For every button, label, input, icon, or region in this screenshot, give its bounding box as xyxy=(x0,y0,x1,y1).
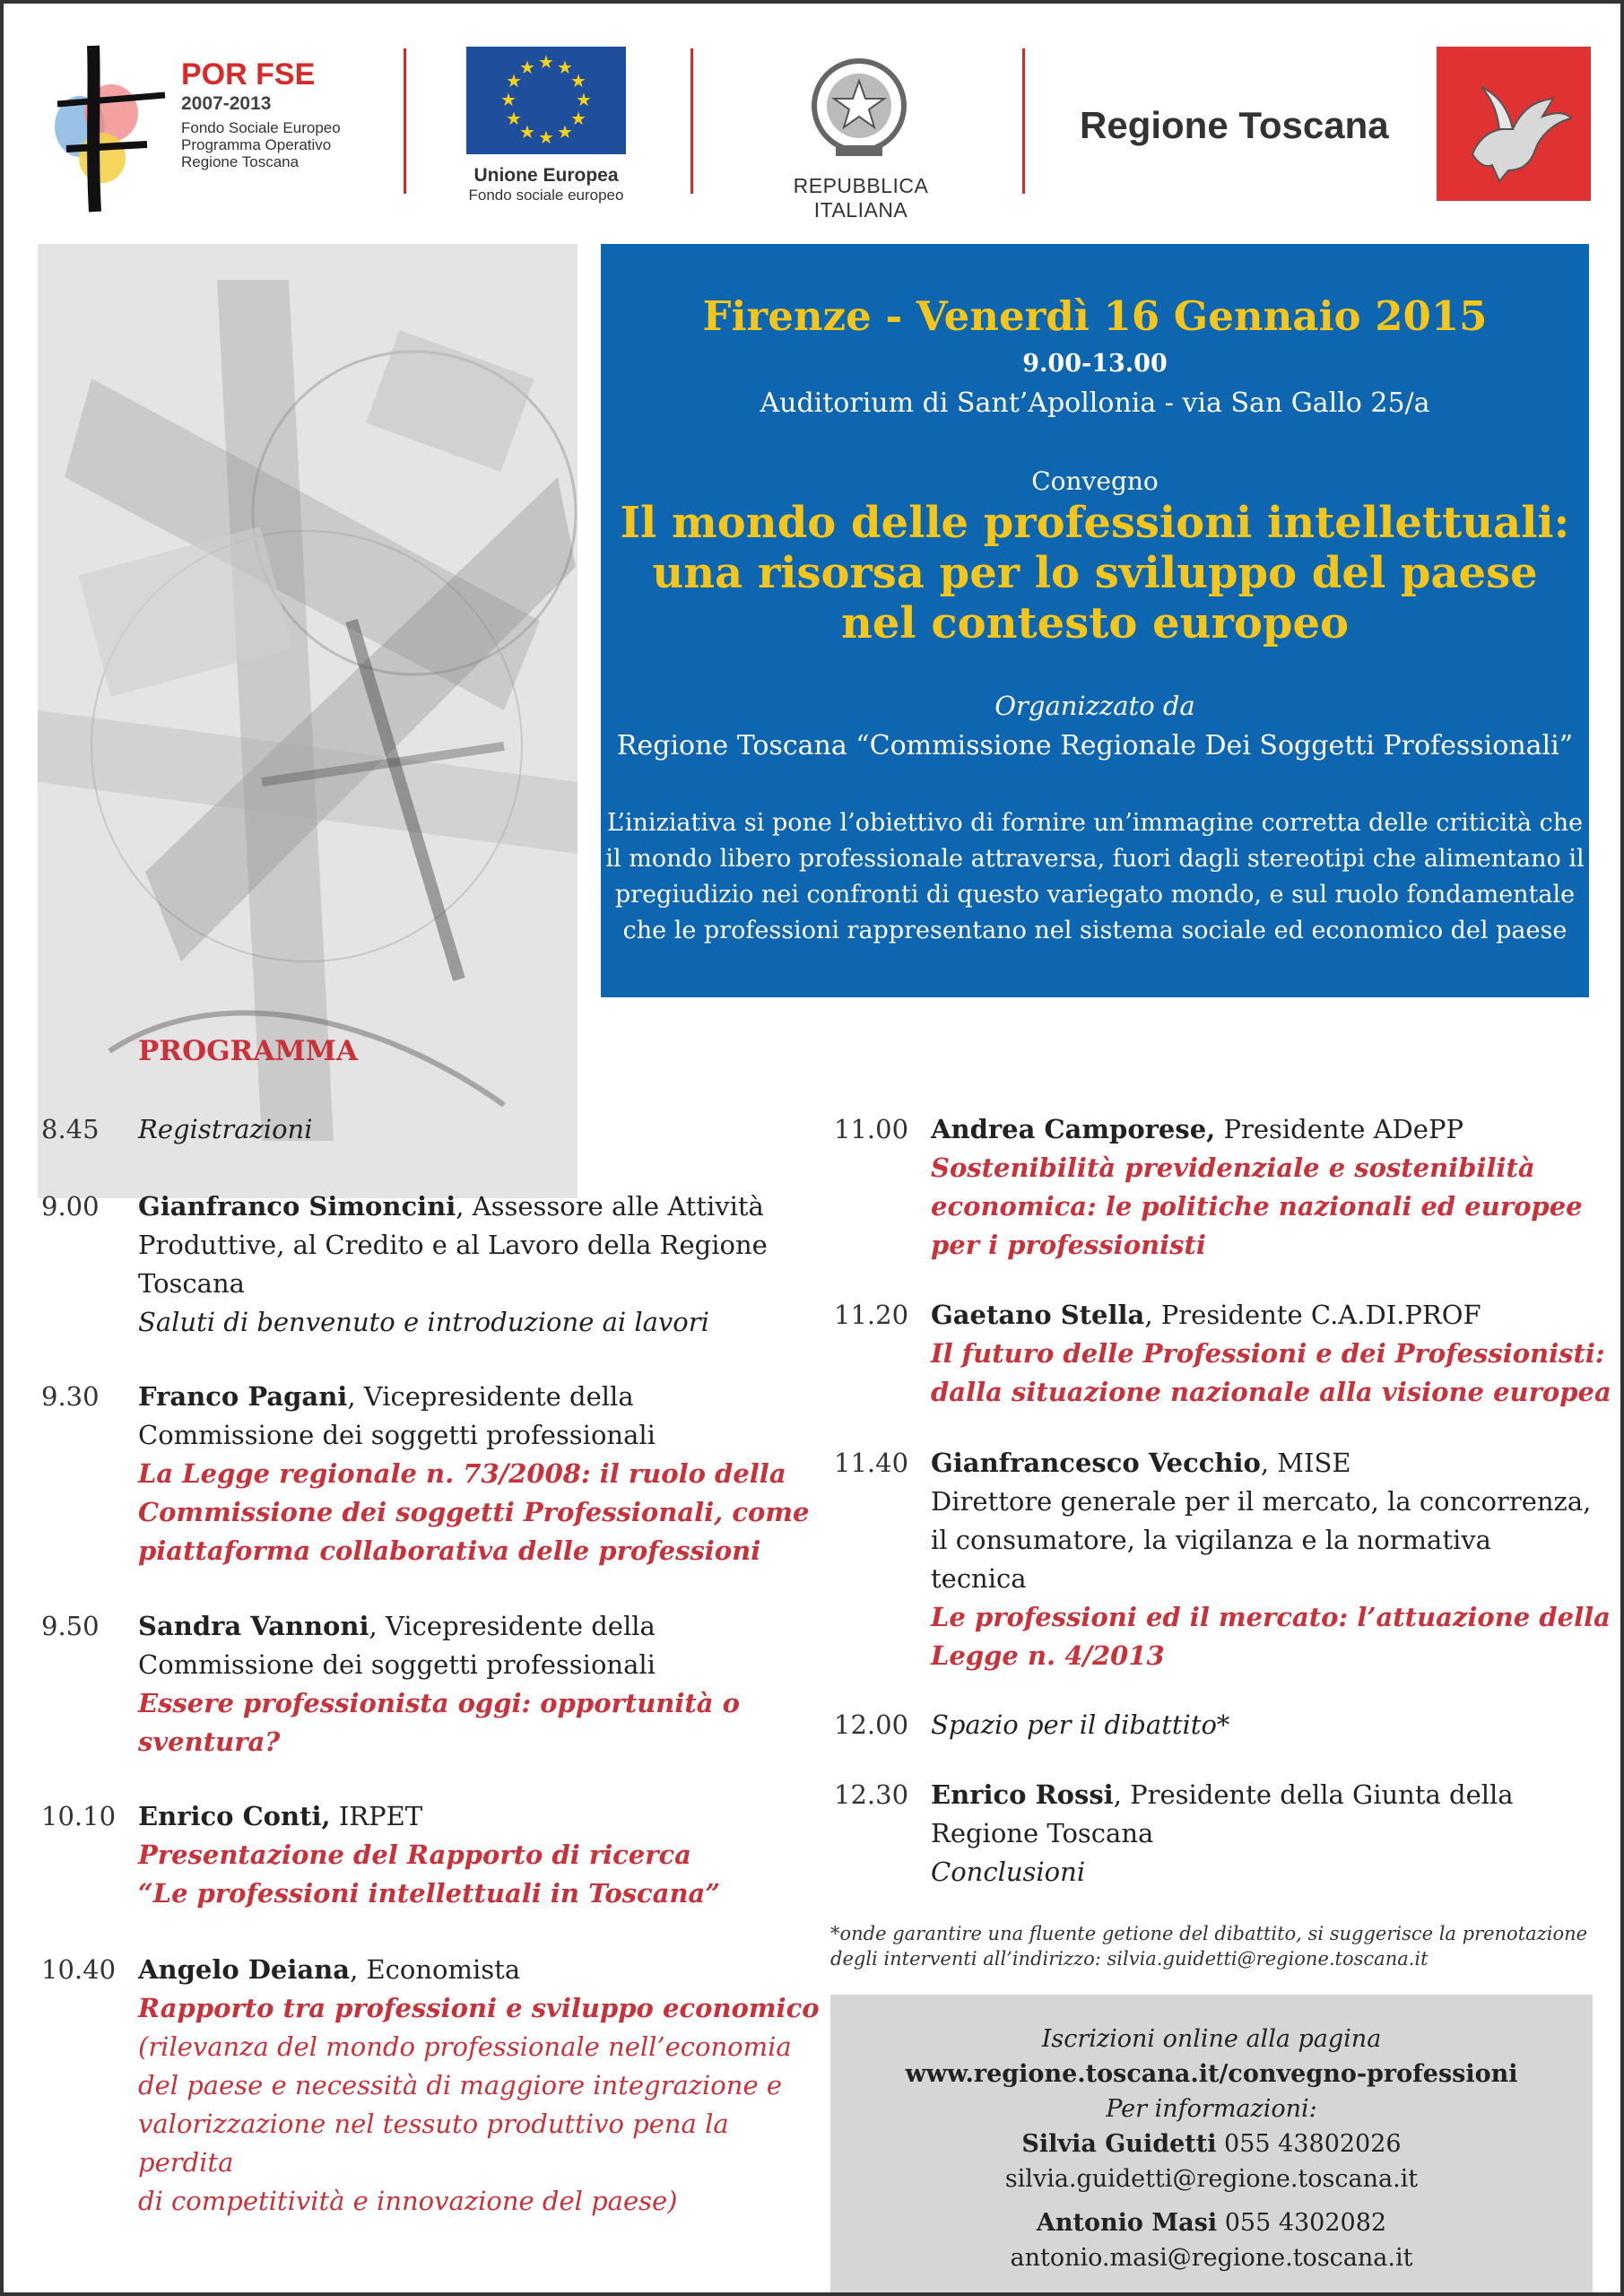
contact-phone: 055 4302082 xyxy=(1217,2209,1387,2237)
por-line: Regione Toscana xyxy=(181,153,300,170)
signup-link[interactable]: www.regione.toscana.it/convegno-professioni xyxy=(905,2060,1518,2088)
svg-text:★: ★ xyxy=(557,57,573,78)
description-line: L’iniziativa si pone l’obiettivo di fornire un’immagine corretta delle criticità che xyxy=(606,809,1584,837)
speaker-name: Sandra Vannoni xyxy=(138,1611,369,1641)
item-text: Commissione dei soggetti professionali xyxy=(138,1420,656,1450)
svg-text:★: ★ xyxy=(570,70,586,91)
item-body xyxy=(931,1110,1612,1265)
item-time: 9.30 xyxy=(41,1381,100,1412)
item-text: Direttore generale per il mercato, la concorrenza, xyxy=(931,1486,1592,1517)
contact-name: Silvia Guidetti xyxy=(1021,2130,1217,2158)
divider xyxy=(1022,48,1025,194)
item-text: Toscana xyxy=(138,1268,245,1299)
event-description xyxy=(601,805,1589,949)
item-time: 10.40 xyxy=(41,1954,117,1985)
talk-title: Legge n. 4/2013 xyxy=(931,1640,1165,1671)
svg-text:★: ★ xyxy=(538,51,554,73)
talk-title: per i professionisti xyxy=(931,1230,1206,1260)
event-title xyxy=(601,498,1589,648)
item-body xyxy=(138,1797,820,1913)
item-text: , Vicepresidente della xyxy=(369,1611,656,1641)
item-time: 10.10 xyxy=(41,1801,117,1831)
item-text: Saluti di benvenuto e introduzione ai lavori xyxy=(138,1307,709,1337)
description-line: il mondo libero professionale attraversa, fuori dagli stereotipi che alimentano il xyxy=(605,845,1585,873)
eu-sub: Fondo sociale europeo xyxy=(468,187,624,204)
talk-title: economica: le politiche nazionali ed europee xyxy=(931,1191,1583,1222)
event-kind: Convegno xyxy=(1031,466,1159,496)
item-text: , Presidente della Giunta della xyxy=(1113,1779,1514,1810)
talk-title: Rapporto tra professioni e sviluppo economico xyxy=(138,1993,820,2023)
item-text: , Presidente C.A.DI.PROF xyxy=(1144,1300,1481,1330)
item-time: 12.00 xyxy=(834,1709,909,1740)
talk-subtitle: (rilevanza del mondo professionale nell’economia xyxy=(138,2031,792,2062)
event-venue: Auditorium di Sant’Apollonia - via San Gallo 25/a xyxy=(760,387,1430,419)
talk-subtitle: del paese e necessità di maggiore integrazione e xyxy=(138,2070,782,2100)
event-panel xyxy=(601,244,1589,997)
por-line: Programma Operativo xyxy=(181,136,332,153)
item-body xyxy=(931,1296,1612,1412)
svg-text:★: ★ xyxy=(519,121,535,143)
speaker-name: Franco Pagani xyxy=(138,1381,348,1412)
talk-title: piattaforma collaborativa delle professioni xyxy=(138,1535,761,1566)
item-body xyxy=(931,1444,1612,1675)
item-text: Produttive, al Credito e al Lavoro della Regione xyxy=(138,1230,768,1260)
svg-text:★: ★ xyxy=(506,108,522,129)
item-time: 9.50 xyxy=(41,1611,100,1641)
item-body xyxy=(138,1951,829,2221)
footnote-line: degli interventi all’indirizzo: silvia.guidetti@regione.toscana.it xyxy=(830,1948,1429,1970)
contacts-box xyxy=(830,1995,1593,2292)
talk-title: “Le professioni intellettuali in Toscana” xyxy=(138,1878,721,1909)
event-time: 9.00-13.00 xyxy=(1022,350,1168,378)
organized-label: Organizzato da xyxy=(994,691,1195,721)
item-time: 11.20 xyxy=(834,1300,909,1330)
description-line: pregiudizio nei confronti di questo variegato mondo, e sul ruolo fondamentale xyxy=(614,881,1576,909)
talk-title: Il futuro delle Professioni e dei Professionisti: xyxy=(931,1338,1605,1369)
svg-text:★: ★ xyxy=(519,57,535,78)
divider xyxy=(404,48,406,194)
talk-title: sventura? xyxy=(138,1726,281,1757)
organizer: Regione Toscana “Commissione Regionale Dei Soggetti Professionali” xyxy=(616,730,1574,761)
contact-email[interactable]: antonio.masi@regione.toscana.it xyxy=(1010,2244,1413,2272)
por-fse-brush-icon xyxy=(39,41,169,216)
talk-title: Le professioni ed il mercato: l’attuazione della xyxy=(931,1602,1611,1632)
item-text: il consumatore, la vigilanza e la normativa xyxy=(931,1525,1491,1555)
eu-flag-icon xyxy=(466,47,626,154)
footnote-line: *onde garantire una fluente getione del dibattito, si suggerisce la prenotazione xyxy=(830,1923,1588,1944)
regione-toscana-label: Regione Toscana xyxy=(1080,104,1389,146)
talk-title: dalla situazione nazionale alla visione europea xyxy=(931,1377,1611,1407)
contact-name: Antonio Masi xyxy=(1036,2209,1218,2237)
pegasus-logo-icon xyxy=(1437,47,1591,201)
svg-text:★: ★ xyxy=(506,70,522,91)
item-text: , MISE xyxy=(1260,1448,1351,1478)
por-line: Fondo Sociale Europeo xyxy=(181,119,341,136)
speaker-name: Angelo Deiana xyxy=(138,1954,351,1985)
event-date: Firenze - Venerdì 16 Gennaio 2015 xyxy=(702,292,1488,340)
speaker-name: Andrea Camporese, xyxy=(931,1114,1216,1144)
speaker-name: Enrico Conti, xyxy=(138,1801,331,1831)
item-body xyxy=(138,1378,820,1570)
item-body xyxy=(931,1706,1612,1744)
contact-email[interactable]: silvia.guidetti@regione.toscana.it xyxy=(1004,2165,1419,2193)
speaker-name: Gianfranco Simoncini xyxy=(138,1191,456,1222)
repubblica-label: REPUBBLICA ITALIANA xyxy=(793,174,929,222)
eu-label: Unione Europea xyxy=(473,165,619,186)
item-time: 9.00 xyxy=(41,1191,100,1222)
item-time: 11.40 xyxy=(834,1448,909,1478)
item-text: Registrazioni xyxy=(138,1114,313,1144)
svg-text:★: ★ xyxy=(570,108,586,129)
item-body xyxy=(931,1776,1612,1892)
title-line: una risorsa per lo sviluppo del paese xyxy=(652,548,1538,598)
title-line: nel contesto europeo xyxy=(840,598,1349,648)
talk-subtitle: di competitività e innovazione del paese) xyxy=(138,2186,678,2216)
por-title: POR FSE xyxy=(181,57,316,91)
item-text: Spazio per il dibattito* xyxy=(931,1709,1230,1740)
talk-title: Sostenibilità previdenziale e sostenibilità xyxy=(931,1152,1535,1183)
item-time: 11.00 xyxy=(834,1114,909,1144)
por-years: 2007-2013 xyxy=(181,93,272,114)
svg-text:★: ★ xyxy=(500,89,517,110)
item-text: , Economista xyxy=(350,1954,521,1985)
svg-text:★: ★ xyxy=(538,126,554,148)
item-text: IRPET xyxy=(330,1801,423,1831)
item-body xyxy=(138,1187,820,1342)
item-text: tecnica xyxy=(931,1563,1027,1594)
item-text: Conclusioni xyxy=(931,1857,1086,1887)
item-text: , Assessore alle Attività xyxy=(456,1191,764,1222)
item-body xyxy=(138,1607,820,1761)
divider xyxy=(690,48,693,194)
talk-subtitle: valorizzazione nel tessuto produttivo pena la perdita xyxy=(138,2109,729,2178)
title-line: Il mondo delle professioni intellettuali: xyxy=(620,498,1570,548)
item-text: Regione Toscana xyxy=(931,1818,1154,1848)
info-label: Per informazioni: xyxy=(1106,2095,1317,2123)
speaker-name: Gaetano Stella xyxy=(931,1300,1145,1330)
talk-title: Essere professionista oggi: opportunità o xyxy=(138,1688,741,1718)
item-text: Commissione dei soggetti professionali xyxy=(138,1649,656,1680)
svg-text:★: ★ xyxy=(576,89,592,110)
programme-heading: PROGRAMMA xyxy=(138,1035,359,1067)
contact-phone: 055 43802026 xyxy=(1216,2130,1402,2158)
item-text: , Vicepresidente della xyxy=(347,1381,634,1412)
italian-emblem-icon xyxy=(809,56,909,161)
signup-label: Iscrizioni online alla pagina xyxy=(1041,2025,1382,2053)
item-time: 12.30 xyxy=(834,1779,909,1810)
talk-title: Presentazione del Rapporto di ricerca xyxy=(138,1839,691,1870)
description-line: che le professioni rappresentano nel sistema sociale ed economico del paese xyxy=(622,917,1568,944)
item-body xyxy=(138,1110,820,1149)
footnote xyxy=(830,1921,1593,1971)
item-text: Presidente ADePP xyxy=(1215,1114,1463,1144)
item-time: 8.45 xyxy=(41,1114,100,1144)
speaker-name: Gianfrancesco Vecchio xyxy=(931,1448,1261,1478)
svg-text:★: ★ xyxy=(557,121,573,143)
talk-title: La Legge regionale n. 73/2008: il ruolo della xyxy=(138,1458,786,1489)
speaker-name: Enrico Rossi xyxy=(931,1779,1114,1810)
talk-title: Commissione dei soggetti Professionali, come xyxy=(138,1497,810,1527)
